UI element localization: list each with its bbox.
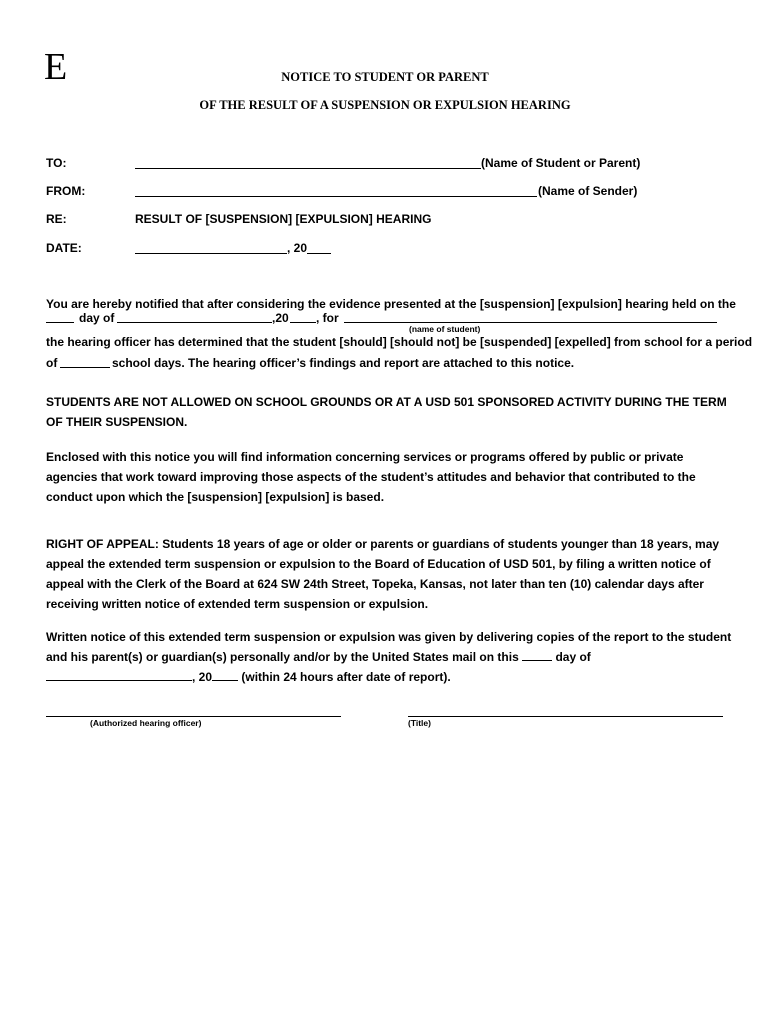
- enclosed-paragraph: Enclosed with this notice you will find information concerning services or programs offered by public or private agencies that work toward improving those aspects of the student’s attitudes and behavior that contributed to the conduct upon which the [suspension] [expulsion] is based.: [46, 450, 696, 504]
- of-text: of: [46, 356, 58, 370]
- re-value: RESULT OF [SUSPENSION] [EXPULSION] HEARING: [135, 212, 432, 226]
- written-day-of: day of: [555, 650, 591, 664]
- mail-year-field[interactable]: [212, 669, 238, 681]
- date-year-prefix: , 20: [287, 241, 308, 255]
- notice-line-1: You are hereby notified that after considering the evidence presented at the [suspension] [expulsion] hearing held on the: [46, 297, 736, 311]
- officer-caption: (Authorized hearing officer): [90, 718, 202, 728]
- written-year-prefix: , 20: [192, 670, 213, 684]
- notice-line-3: the hearing officer has determined that the student [should] [should not] be [suspended] [expelled] from school for a period: [46, 335, 753, 349]
- student-name-caption: (name of student): [409, 324, 481, 334]
- re-label: RE:: [46, 212, 67, 226]
- grounds-warning: STUDENTS ARE NOT ALLOWED ON SCHOOL GROUNDS OR AT A USD 501 SPONSORED ACTIVITY DURING THE TERM OF THEIR SUSPENSION.: [46, 395, 727, 429]
- from-field[interactable]: [135, 196, 537, 197]
- notice-line-4: school days. The hearing officer’s findings and report are attached to this notice.: [112, 356, 575, 370]
- hearing-year-field[interactable]: [290, 322, 316, 323]
- document-subtitle: OF THE RESULT OF A SUSPENSION OR EXPULSION HEARING: [199, 98, 571, 112]
- mail-day-field[interactable]: [522, 649, 552, 661]
- to-hint: (Name of Student or Parent): [481, 156, 641, 170]
- within-24-hours: (within 24 hours after date of report).: [241, 670, 451, 684]
- day-of-text: day of: [79, 311, 115, 325]
- for-text: , for: [316, 311, 339, 325]
- written-notice-paragraph: [46, 627, 738, 687]
- date-field[interactable]: [135, 253, 287, 254]
- appeal-paragraph: RIGHT OF APPEAL: Students 18 years of age or older or parents or guardians of students younger than 18 years, may appeal the extended term suspension or expulsion to the Board of Education of USD 501, by filing a written notice of appeal with the Clerk of the Board at 624 SW 24th Street, Topeka, Kansas, not later than ten (10) calendar days after receiving written notice of extended term suspension or expulsion.: [46, 537, 720, 611]
- from-hint: (Name of Sender): [538, 184, 638, 198]
- student-name-field[interactable]: [344, 322, 717, 323]
- mail-month-field[interactable]: [46, 669, 192, 681]
- to-field[interactable]: [135, 168, 481, 169]
- document-title: NOTICE TO STUDENT OR PARENT: [281, 70, 489, 84]
- year-prefix-text: ,20: [272, 311, 289, 325]
- period-days-field[interactable]: [60, 367, 110, 368]
- date-year-field[interactable]: [307, 253, 331, 254]
- title-signature-line[interactable]: [408, 716, 723, 717]
- date-label: DATE:: [46, 241, 82, 255]
- title-caption: (Title): [408, 718, 431, 728]
- hearing-month-field[interactable]: [117, 322, 272, 323]
- to-label: TO:: [46, 156, 67, 170]
- officer-signature-line[interactable]: [46, 716, 341, 717]
- from-label: FROM:: [46, 184, 86, 198]
- written-notice-text: Written notice of this extended term suspension or expulsion was given by delivering copies of the report to the student and his parent(s) or guardian(s) personally and/or by the United States mail on this: [46, 630, 732, 664]
- form-letter: E: [44, 46, 68, 88]
- hearing-day-field[interactable]: [46, 322, 74, 323]
